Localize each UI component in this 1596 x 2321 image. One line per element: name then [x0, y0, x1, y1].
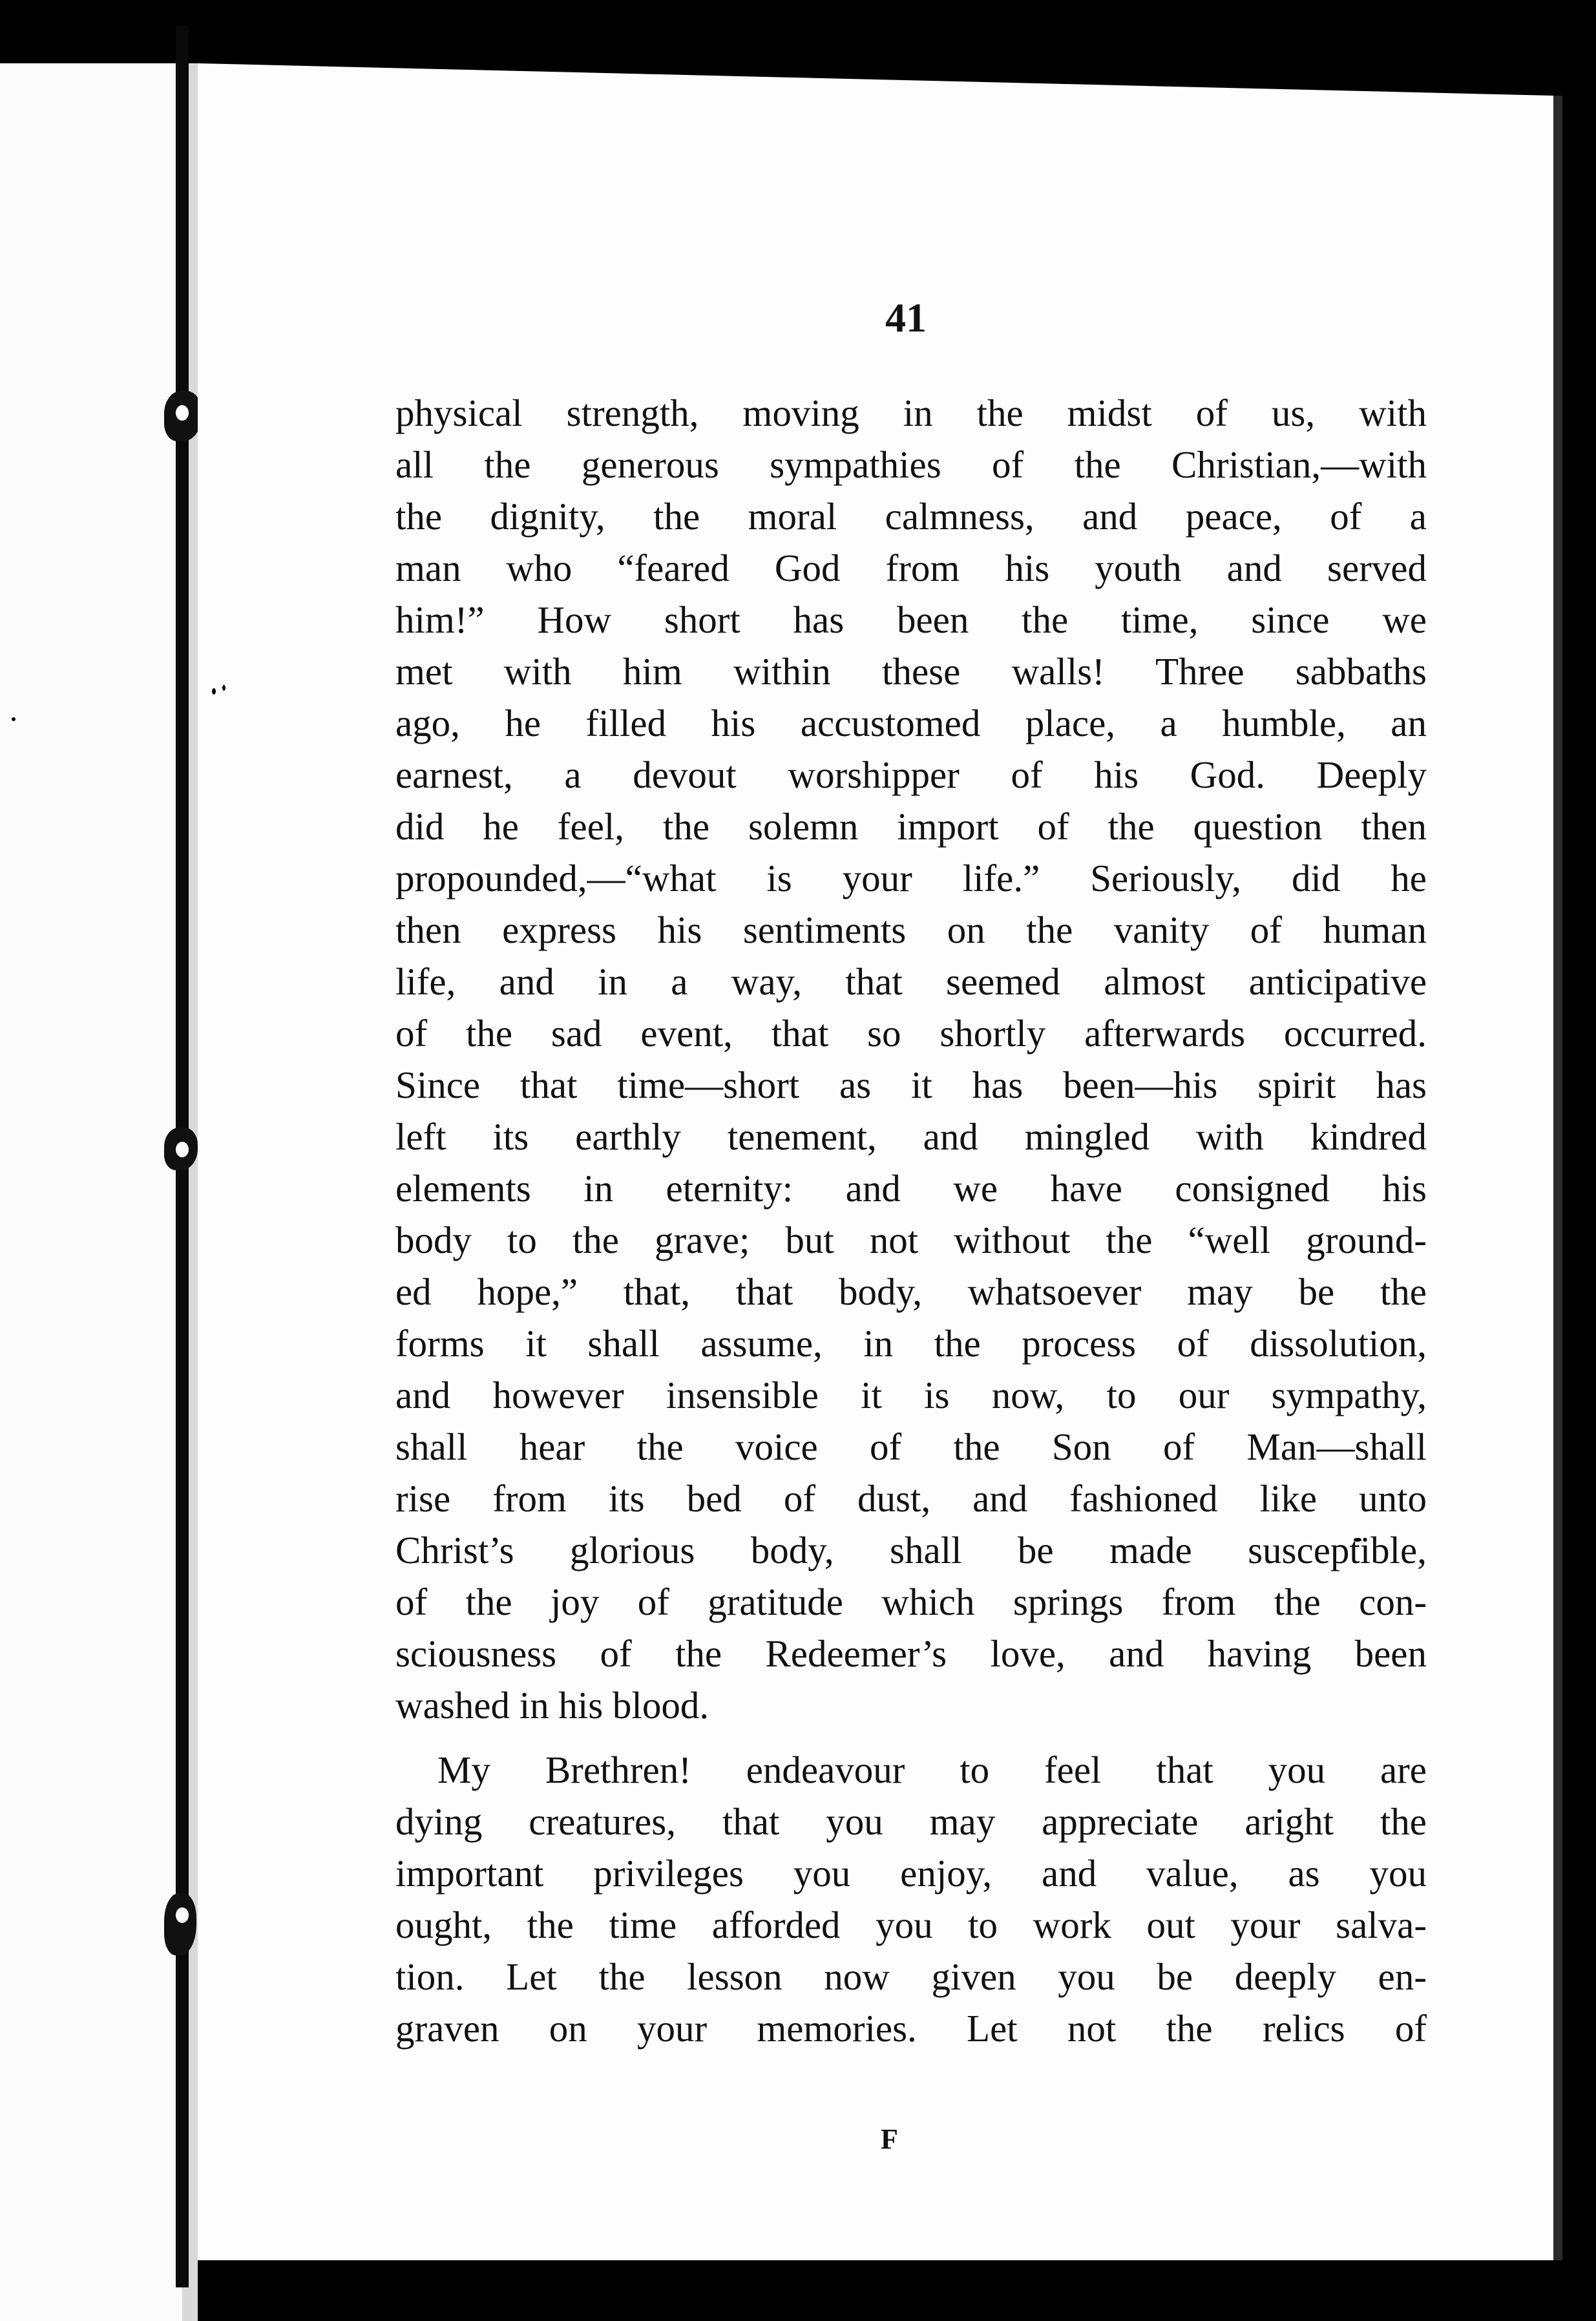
text-line: rise from its bed of dust, and fashioned like unto — [395, 1477, 1427, 1520]
text-line: sciousness of the Redeemer’s love, and having been — [395, 1632, 1427, 1675]
binding-thread-knot — [164, 1893, 196, 1955]
text-line: physical strength, moving in the midst of us, with — [395, 392, 1427, 434]
text-line: Since that time—short as it has been—his spirit has — [395, 1064, 1427, 1106]
text-line: man who “feared God from his youth and served — [395, 547, 1427, 589]
paragraph-first-line: My Brethren! endeavour to feel that you are — [437, 1749, 1427, 1791]
text-line: did he feel, the solemn import of the question then — [395, 805, 1427, 848]
text-line: shall hear the voice of the Son of Man—shall — [395, 1425, 1427, 1468]
text-line: forms it shall assume, in the process of dissolution, — [395, 1322, 1427, 1365]
text-line: elements in eternity: and we have consigned his — [395, 1167, 1427, 1210]
text-line: the dignity, the moral calmness, and peace, of a — [395, 495, 1427, 538]
text-line: graven on your memories. Let not the relics of — [395, 2007, 1427, 2050]
page-edge-shadow — [1553, 96, 1562, 2260]
signature-mark: F — [881, 2123, 898, 2155]
text-line: tion. Let the lesson now given you be deeply en- — [395, 1955, 1427, 1998]
text-line: ago, he filled his accustomed place, a humble, an — [395, 702, 1427, 744]
text-line: dying creatures, that you may appreciate aright the — [395, 1800, 1427, 1843]
ink-speck — [222, 685, 226, 691]
text-line: washed in his blood. — [395, 1684, 709, 1727]
text-line: life, and in a way, that seemed almost anticipative — [395, 960, 1427, 1003]
text-line: ought, the time afforded you to work out your salva- — [395, 1904, 1427, 1946]
text-line: earnest, a devout worshipper of his God. Deeply — [395, 753, 1427, 796]
text-line: then express his sentiments on the vanity of human — [395, 908, 1427, 951]
text-line: met with him within these walls! Three sabbaths — [395, 650, 1427, 693]
text-line: of the sad event, that so shortly afterwards occurred. — [395, 1012, 1427, 1055]
text-line: left its earthly tenement, and mingled with kindred — [395, 1115, 1427, 1158]
text-line: and however insensible it is now, to our sympathy, — [395, 1374, 1427, 1416]
page-number: 41 — [885, 295, 927, 341]
text-line: of the joy of gratitude which springs from the con- — [395, 1581, 1427, 1623]
text-line: important privileges you enjoy, and value, as you — [395, 1852, 1427, 1895]
ink-speck — [212, 688, 216, 695]
text-line: ed hope,” that, that body, whatsoever may be the — [395, 1270, 1427, 1313]
binding-thread-knot — [164, 391, 202, 441]
text-line: all the generous sympathies of the Christian,—with — [395, 443, 1427, 486]
text-line: him!” How short has been the time, since we — [395, 598, 1427, 641]
text-line: propounded,—“what is your life.” Seriously, did he — [395, 857, 1427, 899]
text-line: Christ’s glorious body, shall be made susceptible, — [395, 1529, 1427, 1571]
left-page-margin — [0, 63, 182, 2321]
ink-speck — [12, 717, 16, 721]
text-line: body to the grave; but not without the “well ground- — [395, 1219, 1427, 1261]
binding-thread-knot — [164, 1128, 198, 1170]
